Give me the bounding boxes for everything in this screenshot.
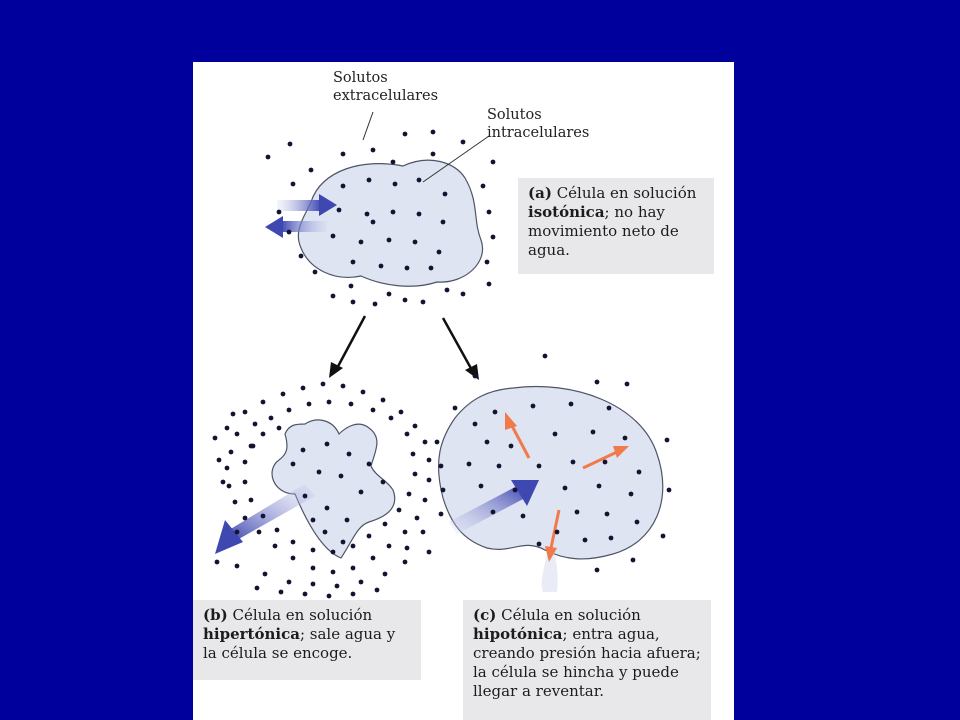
solute-dot (345, 518, 350, 523)
solute-dot (487, 210, 492, 215)
solute-dot (493, 410, 498, 415)
solute-dot (473, 422, 478, 427)
caption-a-bold: isotónica (528, 203, 605, 221)
solute-dot (371, 148, 376, 153)
solute-dot (405, 432, 410, 437)
transition-arrow-to-c (443, 318, 479, 380)
solute-dot (288, 142, 293, 147)
solute-dot (405, 266, 410, 271)
solute-dot (331, 294, 336, 299)
solute-dot (427, 550, 432, 555)
solute-dot (266, 155, 271, 160)
solute-dot (397, 508, 402, 513)
solute-dot (277, 210, 282, 215)
solute-dot (667, 488, 672, 493)
solute-dot (311, 548, 316, 553)
caption-b-tag: (b) (203, 606, 228, 624)
solute-dot (261, 400, 266, 405)
solute-dot (417, 212, 422, 217)
solute-dot (301, 386, 306, 391)
solute-dot (513, 488, 518, 493)
solute-dot (393, 182, 398, 187)
solute-dot (291, 462, 296, 467)
solute-dot (387, 238, 392, 243)
solute-dot (229, 450, 234, 455)
solute-dot (583, 538, 588, 543)
solute-dot (537, 464, 542, 469)
solute-dot (543, 354, 548, 359)
solute-dot (263, 572, 268, 577)
caption-a-pre: Célula en solución (556, 184, 697, 202)
solute-dot (381, 398, 386, 403)
solute-dot (299, 254, 304, 259)
solute-dot (303, 494, 308, 499)
solute-dot (405, 546, 410, 551)
solute-dot (331, 550, 336, 555)
caption-b-post: ; sale agua y la célula se encoge. (203, 625, 396, 662)
solute-dot (407, 492, 412, 497)
caption-c (463, 600, 711, 720)
solute-dot (341, 184, 346, 189)
solute-dot (595, 568, 600, 573)
water-arrow-out-hypertonic (215, 484, 315, 554)
caption-c-post: ; entra agua, creando presión hacia afuera; la célula se hincha y puede llegar a reventar. (473, 625, 701, 700)
solute-dot (661, 534, 666, 539)
solute-dot (261, 514, 266, 519)
solute-dot (373, 302, 378, 307)
solute-dot (389, 416, 394, 421)
solute-dot (225, 426, 230, 431)
solute-dot (553, 432, 558, 437)
solute-dot (287, 408, 292, 413)
solute-dot (365, 212, 370, 217)
solute-dot (243, 460, 248, 465)
solute-dot (431, 152, 436, 157)
solute-dot (485, 440, 490, 445)
caption-a-post: ; no hay movimiento neto de agua. (528, 203, 679, 259)
solute-dot (435, 440, 440, 445)
solute-dot (421, 530, 426, 535)
solute-dot (629, 492, 634, 497)
solute-dot (351, 300, 356, 305)
solute-dot (215, 560, 220, 565)
solute-dot (351, 566, 356, 571)
label-intracellular-solutes: Solutos intracelulares (487, 107, 590, 141)
solute-dot (281, 392, 286, 397)
solute-dot (359, 240, 364, 245)
solute-dot (225, 466, 230, 471)
solute-dot (623, 436, 628, 441)
solute-dot (665, 438, 670, 443)
solute-dot (491, 160, 496, 165)
solute-dot (275, 528, 280, 533)
caption-b-pre: Célula en solución (232, 606, 373, 624)
solute-dot (235, 530, 240, 535)
solute-dot (361, 390, 366, 395)
solute-dot (253, 422, 258, 427)
solute-dot (273, 544, 278, 549)
solute-dot (291, 182, 296, 187)
solute-dot (575, 510, 580, 515)
solute-dot (403, 298, 408, 303)
caption-b-bold: hipertónica (203, 625, 300, 643)
solute-dot (311, 566, 316, 571)
caption-c-pre: Célula en solución (501, 606, 641, 624)
solute-dot (429, 266, 434, 271)
cell-hypertonic (272, 420, 395, 558)
solute-dot (467, 462, 472, 467)
solute-dot (413, 240, 418, 245)
solute-dot (327, 594, 332, 599)
solute-dot (371, 220, 376, 225)
solute-dot (487, 282, 492, 287)
solute-dot (427, 478, 432, 483)
solute-dot (421, 300, 426, 305)
solute-dot (403, 560, 408, 565)
solute-dot (481, 184, 486, 189)
solute-dot (439, 464, 444, 469)
solute-dot (335, 584, 340, 589)
solute-dot (563, 486, 568, 491)
solute-dot (349, 284, 354, 289)
solute-dot (235, 564, 240, 569)
solute-dot (291, 540, 296, 545)
solute-dot (243, 410, 248, 415)
solute-dot (427, 458, 432, 463)
solute-dot (413, 424, 418, 429)
solute-dot (371, 556, 376, 561)
solute-dot (313, 270, 318, 275)
solute-dot (351, 592, 356, 597)
solute-dot (277, 426, 282, 431)
solute-dot (287, 580, 292, 585)
solute-dot (443, 192, 448, 197)
caption-b (193, 600, 421, 680)
solute-dot (331, 234, 336, 239)
solute-dot (383, 572, 388, 577)
solute-dot (221, 480, 226, 485)
solute-dot (597, 484, 602, 489)
solute-dot (453, 406, 458, 411)
solute-dot (531, 404, 536, 409)
solute-dot (379, 264, 384, 269)
cell-hypotonic (439, 386, 663, 558)
solute-dot (391, 210, 396, 215)
solute-dot (387, 544, 392, 549)
solute-dot (303, 592, 308, 597)
solute-dot (441, 488, 446, 493)
solute-dot (637, 470, 642, 475)
solute-dot (359, 580, 364, 585)
solute-dot (569, 402, 574, 407)
solute-dot (403, 132, 408, 137)
solute-dot (413, 472, 418, 477)
solute-dot (415, 516, 420, 521)
osmosis-figure (193, 62, 734, 720)
caption-c-bold: hipotónica (473, 625, 563, 643)
solute-dot (227, 484, 232, 489)
solute-dot (257, 530, 262, 535)
solute-dot (461, 292, 466, 297)
solute-dot (331, 570, 336, 575)
solute-dot (383, 522, 388, 527)
solute-dot (437, 250, 442, 255)
solute-dot (231, 412, 236, 417)
solute-dot (287, 230, 292, 235)
solute-dot (351, 544, 356, 549)
solute-dot (387, 292, 392, 297)
solute-dot (325, 506, 330, 511)
caption-a (518, 178, 714, 274)
solute-dot (323, 530, 328, 535)
solute-dot (347, 452, 352, 457)
solute-dot (491, 235, 496, 240)
caption-c-tag: (c) (473, 606, 497, 624)
solute-dot (367, 178, 372, 183)
solute-dot (423, 498, 428, 503)
solute-dot (635, 520, 640, 525)
solute-dot (309, 168, 314, 173)
solute-dot (417, 178, 422, 183)
solute-dot (473, 374, 478, 379)
solute-dot (591, 430, 596, 435)
solute-dot (607, 406, 612, 411)
solute-dot (423, 440, 428, 445)
solute-dot (461, 140, 466, 145)
solute-dot (625, 382, 630, 387)
solute-dot (233, 500, 238, 505)
transition-arrow-to-b (329, 316, 365, 378)
solute-dot (269, 416, 274, 421)
solute-dot (251, 444, 256, 449)
solute-dot (359, 490, 364, 495)
solute-dot (497, 464, 502, 469)
solute-dot (341, 384, 346, 389)
solute-dot (411, 452, 416, 457)
solute-dot (243, 480, 248, 485)
solute-dot (327, 400, 332, 405)
label-extracellular-solutes: Solutos extracelulares (333, 70, 439, 104)
solute-dot (485, 260, 490, 265)
solute-dot (491, 510, 496, 515)
solute-dot (311, 518, 316, 523)
solute-dot (555, 530, 560, 535)
solute-dot (341, 540, 346, 545)
solute-dot (403, 530, 408, 535)
leader-extracellular (363, 112, 373, 140)
solute-dot (399, 410, 404, 415)
solute-dot (371, 408, 376, 413)
solute-dot (571, 460, 576, 465)
solute-dot (255, 586, 260, 591)
solute-dot (217, 458, 222, 463)
solute-dot (243, 516, 248, 521)
solute-dot (439, 512, 444, 517)
caption-a-tag: (a) (528, 184, 552, 202)
solute-dot (301, 448, 306, 453)
solute-dot (441, 220, 446, 225)
solute-dot (349, 402, 354, 407)
solute-dot (445, 288, 450, 293)
solute-dot (213, 436, 218, 441)
solute-dot (339, 474, 344, 479)
solute-dot (279, 590, 284, 595)
solute-dot (367, 462, 372, 467)
solute-dot (367, 534, 372, 539)
solute-dot (381, 480, 386, 485)
solute-dot (351, 260, 356, 265)
solute-dot (605, 512, 610, 517)
solute-dot (431, 130, 436, 135)
solute-dot (509, 444, 514, 449)
solute-dot (609, 536, 614, 541)
solute-dot (537, 542, 542, 547)
solute-dot (311, 582, 316, 587)
solute-dot (521, 514, 526, 519)
solute-dot (291, 556, 296, 561)
solute-dot (341, 152, 346, 157)
solute-dot (479, 484, 484, 489)
solute-dot (631, 558, 636, 563)
solute-dot (375, 588, 380, 593)
solute-dot (261, 432, 266, 437)
solute-dot (325, 442, 330, 447)
solute-dot (317, 470, 322, 475)
solute-dot (321, 382, 326, 387)
solute-dot (603, 460, 608, 465)
solute-dot (307, 402, 312, 407)
solute-dot (595, 380, 600, 385)
solute-dot (235, 432, 240, 437)
solute-dot (337, 208, 342, 213)
solute-dot (391, 160, 396, 165)
solute-dot (249, 498, 254, 503)
